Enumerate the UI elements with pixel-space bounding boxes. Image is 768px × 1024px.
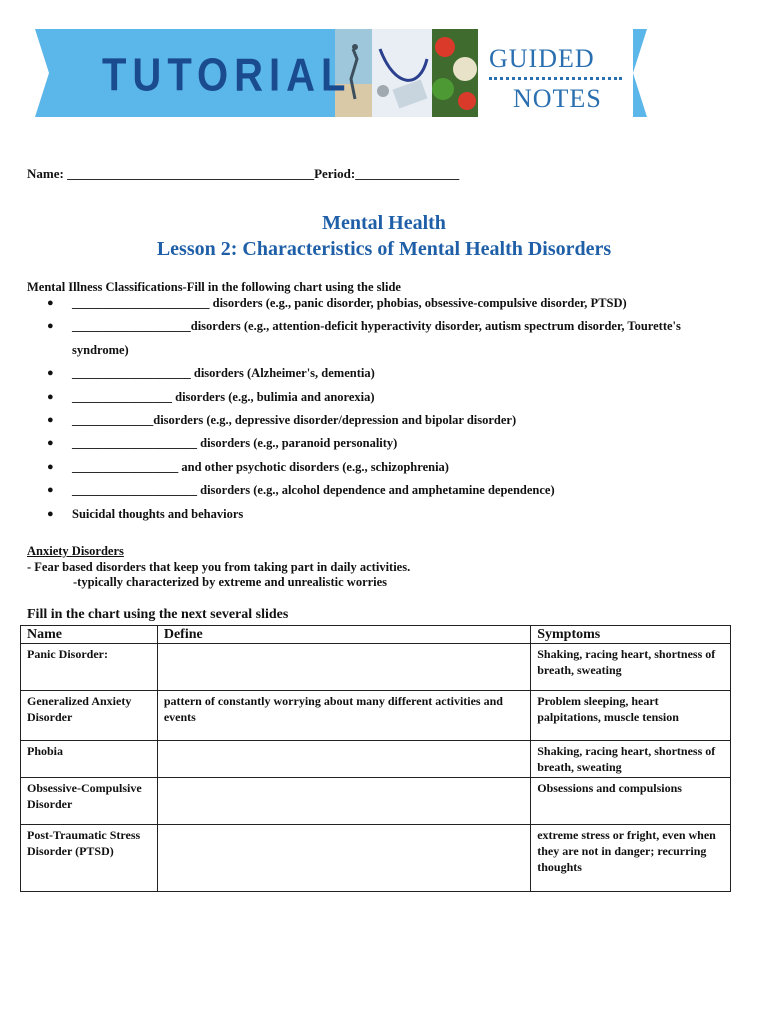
anxiety-heading: Anxiety Disorders — [27, 544, 124, 558]
cell-define[interactable] — [157, 741, 530, 778]
bullet-icon: ● — [47, 320, 54, 333]
bullet-icon: ● — [47, 484, 54, 497]
classifications-heading: Mental Illness Classifications-Fill in the following chart using the slide — [27, 280, 401, 294]
table-header-row — [21, 626, 731, 644]
page-title: Mental Health — [322, 212, 446, 234]
list-item: ● ____________________ disorders (e.g., paranoid personality) — [27, 432, 727, 455]
bullet-icon: ● — [47, 367, 54, 380]
banner-dotted-divider — [489, 77, 622, 80]
table-row — [21, 644, 731, 691]
column-header-define: Define — [157, 626, 530, 644]
cell-define[interactable] — [157, 644, 530, 691]
cell-define[interactable] — [157, 825, 530, 892]
list-item: ● ___________________ disorders (Alzheimer's, dementia) — [27, 362, 727, 385]
name-period-line: Name: ______________________________________Period:________________ — [27, 166, 460, 181]
bullet-icon: ● — [47, 460, 54, 473]
list-item: ● ____________________ disorders (e.g., alcohol dependence and amphetamine dependence) — [27, 479, 727, 502]
anxiety-characteristic: -typically characterized by extreme and unrealistic worries — [73, 575, 388, 589]
table-row — [21, 825, 731, 892]
cell-symptoms: extreme stress or fright, even when they are not in danger; recurring thoughts — [531, 825, 731, 892]
cell-symptoms: Problem sleeping, heart palpitations, muscle tension — [531, 691, 731, 741]
cell-name: Obsessive-Compulsive Disorder — [21, 778, 158, 825]
bullet-icon: ● — [47, 507, 54, 520]
cell-define: pattern of constantly worrying about many different activities and events — [157, 691, 530, 741]
banner-guided-label: GUIDED — [489, 44, 595, 73]
cell-name: Generalized Anxiety Disorder — [21, 691, 158, 741]
cell-symptoms: Obsessions and compulsions — [531, 778, 731, 825]
anxiety-definition: - Fear based disorders that keep you from taking part in daily activities. — [27, 560, 411, 574]
cell-name: Panic Disorder: — [21, 644, 158, 691]
column-header-name: Name — [21, 626, 158, 644]
cell-name: Post-Traumatic Stress Disorder (PTSD) — [21, 825, 158, 892]
cell-define[interactable] — [157, 778, 530, 825]
disorders-table — [20, 625, 731, 892]
cell-symptoms: Shaking, racing heart, shortness of breath, sweating — [531, 741, 731, 778]
bullet-icon: ● — [47, 390, 54, 403]
list-item: ● ___________________disorders (e.g., attention-deficit hyperactivity disorder, autism spectrum disorder, Tourette's syndrome) — [27, 315, 727, 362]
table-row — [21, 741, 731, 778]
classifications-list — [27, 292, 727, 526]
column-header-symptoms: Symptoms — [531, 626, 731, 644]
page-subtitle: Lesson 2: Characteristics of Mental Health Disorders — [156, 238, 612, 260]
list-item: ● Suicidal thoughts and behaviors — [27, 503, 727, 526]
bullet-icon: ● — [47, 297, 54, 309]
list-item: ● _____________disorders (e.g., depressive disorder/depression and bipolar disorder) — [27, 409, 727, 432]
list-item: ● ________________ disorders (e.g., bulimia and anorexia) — [27, 386, 727, 409]
banner-title: TUTORIAL — [102, 50, 352, 101]
cell-symptoms: Shaking, racing heart, shortness of breath, sweating — [531, 644, 731, 691]
chart-instructions: Fill in the chart using the next several slides — [27, 607, 289, 622]
bullet-icon: ● — [47, 437, 54, 450]
table-row — [21, 778, 731, 825]
cell-name: Phobia — [21, 741, 158, 778]
list-item: ● ______________________ disorders (e.g., panic disorder, phobias, obsessive-compulsive disorder, PTSD) — [27, 292, 727, 315]
banner-notes-label: NOTES — [513, 84, 602, 113]
table-row — [21, 691, 731, 741]
bullet-icon: ● — [47, 414, 54, 427]
list-item: ● _________________ and other psychotic disorders (e.g., schizophrenia) — [27, 456, 727, 479]
